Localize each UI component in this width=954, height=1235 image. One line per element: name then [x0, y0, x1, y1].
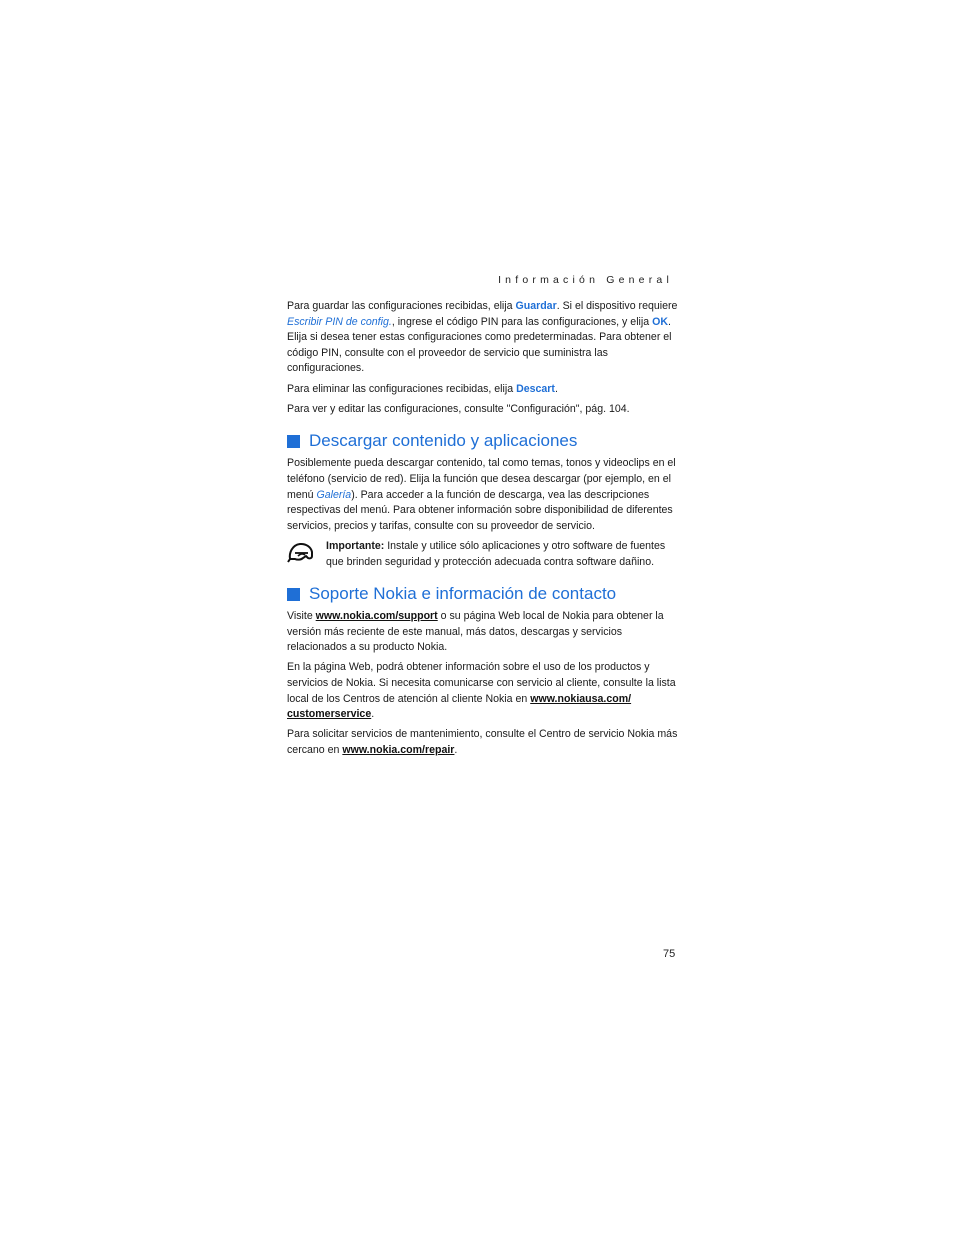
pen-hand-note-icon [287, 539, 317, 563]
option-guardar: Guardar [515, 300, 557, 312]
running-header: Información General [498, 274, 673, 286]
important-note [287, 539, 679, 570]
support-paragraph-1: Visite www.nokia.com/support o su página Web local de Nokia para obtener la versión más reciente de este manual, más datos, descargas y servicios relacionados a su producto Nokia. [287, 610, 664, 654]
link-nokia-repair[interactable]: www.nokia.com/repair [342, 744, 455, 757]
link-nokiausa-customerservice-cont[interactable]: customerservice [287, 708, 372, 721]
download-paragraph: Posiblemente pueda descargar contenido, tal como temas, tonos y videoclips en el teléfono (servicio de red). Elija la función que desea descargar (por ejemplo, en el menú Galería). Para acceder a la función de descarga, vea las descripciones respectivas del menú. Para obtener información sobre disponibilidad de diferentes servicios, precios y tarifas, consulte con su proveedor de servicio. [287, 457, 676, 532]
section-title: Descargar contenido y aplicaciones [309, 431, 578, 451]
intro-paragraph-1: Para guardar las configuraciones recibidas, elija Guardar. Si el dispositivo requiere Escribir PIN de config., ingrese el código PIN para las configuraciones, y elija OK. Elija si desea tener estas configuraciones como predeterminadas. Para obtener el código PIN, consulte con el proveedor de servicio que suministra las configuraciones. [287, 300, 678, 375]
section-heading-support [287, 584, 679, 604]
option-ok: OK [652, 315, 668, 328]
note-text: Instale y utilice sólo aplicaciones y otro software de fuentes que brinden seguridad y protección adecuada contra software dañino. [326, 539, 666, 568]
heading-square-icon [287, 588, 300, 601]
link-nokia-support[interactable]: www.nokia.com/support [315, 610, 438, 623]
page-number: 75 [663, 948, 676, 960]
option-descart: Descart [516, 382, 555, 395]
support-paragraph-2: En la página Web, podrá obtener información sobre el uso de los productos y servicios de Nokia. Si necesita comunicarse con servicio al cliente, consulte la lista local de los Centros de atención al cliente Nokia en www.nokiausa.com/ customerservice. [287, 661, 676, 721]
section-title: Soporte Nokia e información de contacto [309, 584, 617, 604]
support-paragraph-3: Para solicitar servicios de mantenimiento, consulte el Centro de servicio Nokia más cercano en www.nokia.com/repair. [287, 728, 678, 757]
section-heading-download [287, 431, 679, 451]
link-nokiausa-customerservice[interactable]: www.nokiausa.com/ [530, 692, 632, 705]
note-label: Importante: [326, 539, 385, 552]
heading-square-icon [287, 435, 300, 448]
option-escribir-pin: Escribir PIN de config. [287, 315, 392, 328]
option-galeria: Galería [316, 488, 352, 501]
intro-paragraph-3: Para ver y editar las configuraciones, consulte "Configuración", pág. 104. [287, 402, 630, 415]
intro-paragraph-2: Para eliminar las configuraciones recibidas, elija Descart. [287, 382, 558, 395]
page-content [287, 299, 679, 763]
